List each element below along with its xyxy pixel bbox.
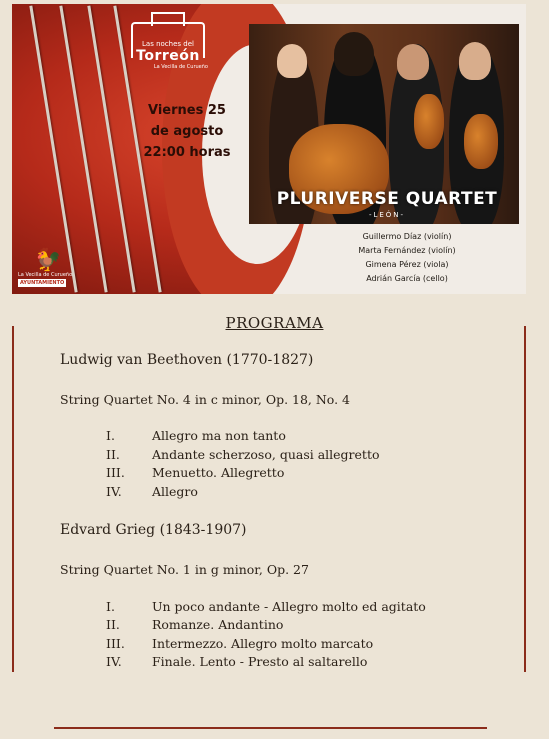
movement-number: I.: [106, 599, 115, 614]
movement-item: [106, 634, 506, 653]
movement-number: I.: [106, 428, 115, 443]
programme-title: PROGRAMA: [225, 314, 324, 332]
movement-title: Menuetto. Allegretto: [152, 465, 285, 480]
musician-item: Gimena Pérez (viola): [365, 260, 449, 269]
concert-poster: [12, 4, 526, 294]
movement-item: [106, 463, 506, 482]
movement-item: [106, 652, 506, 671]
movement-number: II.: [106, 617, 120, 632]
movement-item: [106, 445, 506, 464]
logo-text-main: Torreón: [136, 48, 200, 64]
logo-text-sub: La Vecilla de Curueño: [153, 64, 208, 70]
movement-number: III.: [106, 636, 125, 651]
movement-title: Allegro: [152, 484, 198, 499]
musician-item: Marta Fernández (violín): [358, 246, 456, 255]
composer-heading: Edvard Grieg (1843-1907): [60, 522, 247, 538]
work-title: String Quartet No. 4 in c minor, Op. 18, No. 4: [60, 392, 351, 407]
movement-item: [106, 615, 506, 634]
movement-title: Un poco andante - Allegro molto ed agitato: [152, 599, 426, 614]
quartet-name: PLURIVERSE QUARTET: [276, 189, 498, 209]
movement-title: Romanze. Andantino: [152, 617, 284, 632]
event-time: 22:00 horas: [143, 145, 231, 160]
musician-list: [312, 230, 502, 286]
movement-number: II.: [106, 447, 120, 462]
event-day: Viernes 25: [148, 103, 226, 118]
torreon-logo: [122, 22, 214, 86]
musician-item: Adrián García (cello): [366, 274, 448, 283]
movement-title: Intermezzo. Allegro molto marcato: [152, 636, 374, 651]
castle-icon: [131, 22, 205, 58]
movement-number: IV.: [106, 654, 122, 669]
movement-title: Finale. Lento - Presto al saltarello: [152, 654, 368, 669]
rooster-icon: 🐓: [34, 248, 62, 273]
movement-number: IV.: [106, 484, 122, 499]
movement-number: III.: [106, 465, 125, 480]
movement-item: [106, 482, 506, 501]
movement-item: [106, 426, 506, 445]
municipal-name: La Vecilla de Curueño: [18, 272, 73, 278]
movement-title: Allegro ma non tanto: [152, 428, 286, 443]
municipal-logo: [18, 250, 78, 287]
movement-title: Andante scherzoso, quasi allegretto: [152, 447, 380, 462]
movement-item: [106, 597, 506, 616]
municipal-label: AYUNTAMIENTO: [20, 280, 65, 286]
work-title: String Quartet No. 1 in g minor, Op. 27: [60, 562, 309, 577]
logo-text-top: Las noches del: [142, 40, 194, 48]
event-month: de agosto: [150, 124, 224, 139]
quartet-city: -LEÓN-: [368, 211, 406, 219]
event-date: [132, 100, 242, 163]
musician-item: Guillermo Díaz (violín): [362, 232, 452, 241]
composer-heading: Ludwig van Beethoven (1770-1827): [60, 352, 314, 368]
bottom-divider: [54, 727, 487, 729]
